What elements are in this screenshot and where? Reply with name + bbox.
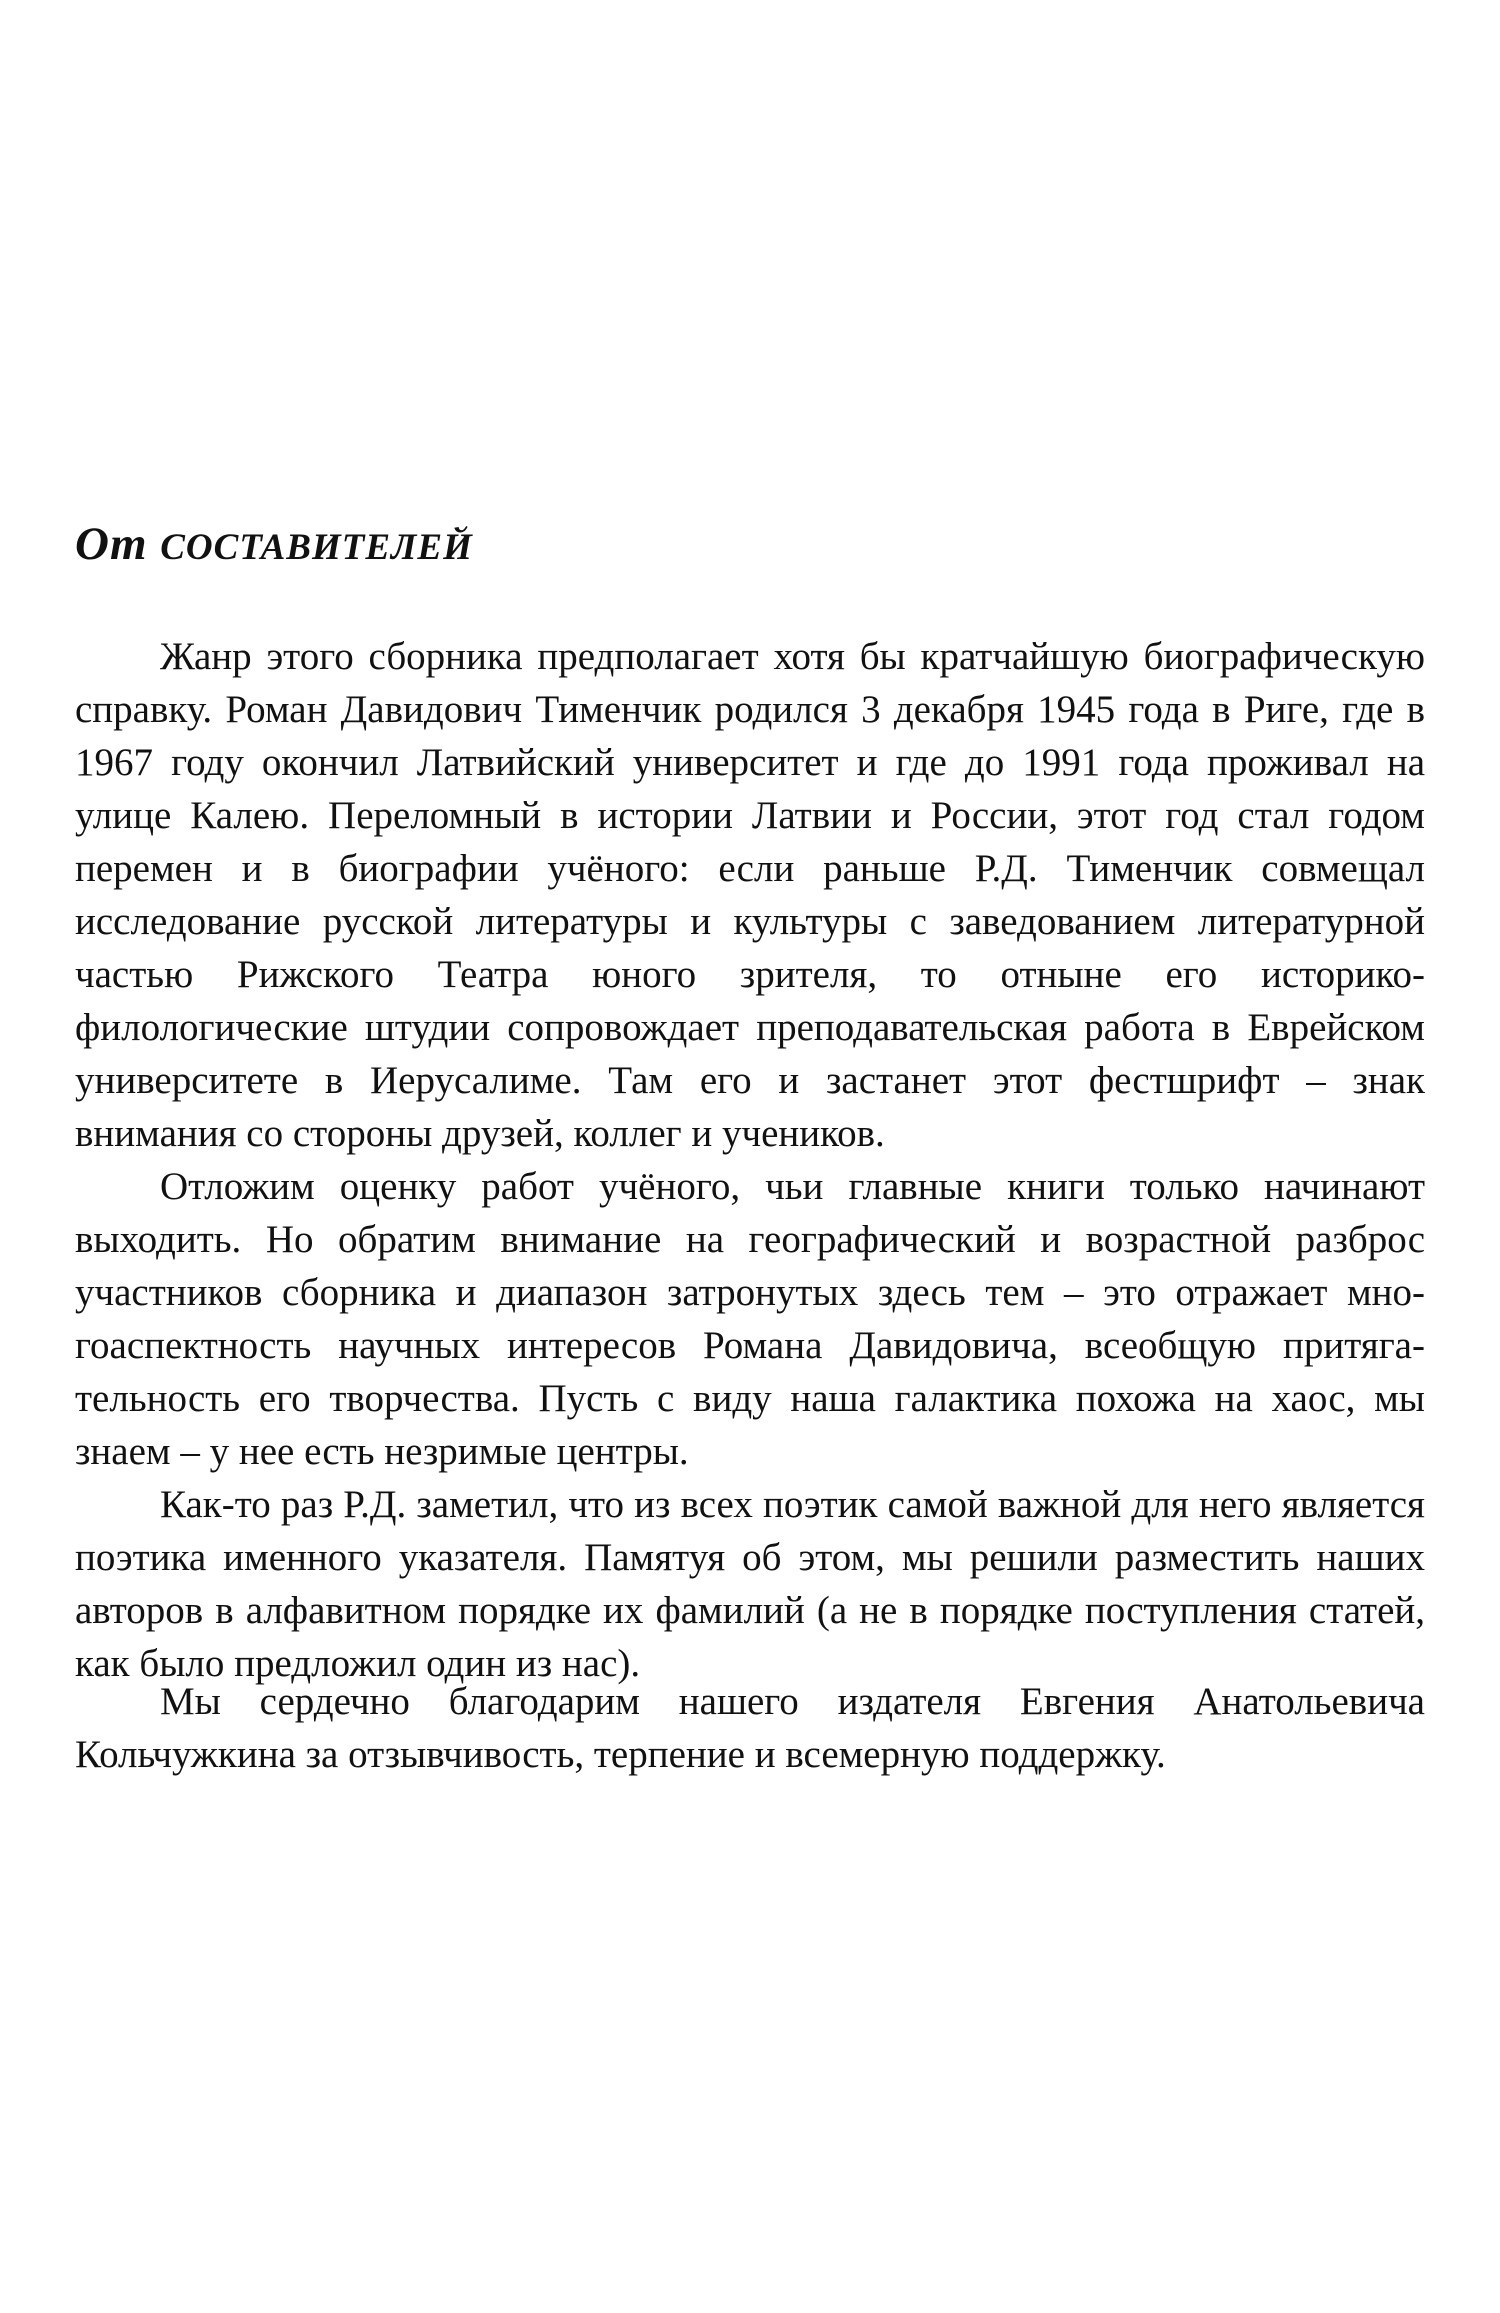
paragraph: Отложим оценку работ учёного, чьи главные книги только начинают выходить. Но обратим внимание на географический и возрастной разброс участников сборника и диапазон затронутых здесь тем – это отражает многоаспектность научных интересов Романа Давидовича, всеобщую притягательность его творчества. Пусть с виду наша галактика похожа на хаос, мы знаем – у нее есть незримые центры.: [75, 1165, 1425, 1473]
heading-rest: СОСТАВИТЕЛЕЙ: [160, 527, 473, 568]
paragraph: Как-то раз Р.Д. заметил, что из всех поэтик самой важной для него является поэтика именного указателя. Памятуя об этом, мы решили разместить наших авторов в алфавитном порядке их фамилий (а не в порядке поступления статей, как было предложил один из нас).: [75, 1483, 1425, 1685]
body-text: [75, 630, 1425, 1690]
acknowledgement-block: [75, 1675, 1425, 1781]
heading-first-word: От: [75, 518, 148, 570]
document-page: [75, 0, 1425, 2313]
acknowledgement-paragraph: Мы сердечно благодарим нашего издателя Евгения Анатольевича Кольчужкина за отзывчивость, терпение и всемерную поддержку.: [75, 1680, 1425, 1776]
paragraph: Жанр этого сборника предполагает хотя бы кратчайшую биографическую справку. Роман Давидович Тименчик родился 3 декабря 1945 года в Риге, где в 1967 году окончил Латвийский университет и где до 1991 года проживал на улице Калею. Переломный в истории Латвии и России, этот год стал годом перемен и в биографии учёного: если раньше Р.Д. Тименчик совмещал исследование русской литературы и культуры с заведованием литературной частью Рижского Театра юного зрителя, то отныне его историко-филологические штудии сопровождает преподавательская работа в Еврейском университете в Иерусалиме. Там его и застанет этот фестшрифт – знак внимания со стороны друзей, коллег и учеников.: [75, 635, 1425, 1155]
section-heading: [75, 514, 473, 578]
